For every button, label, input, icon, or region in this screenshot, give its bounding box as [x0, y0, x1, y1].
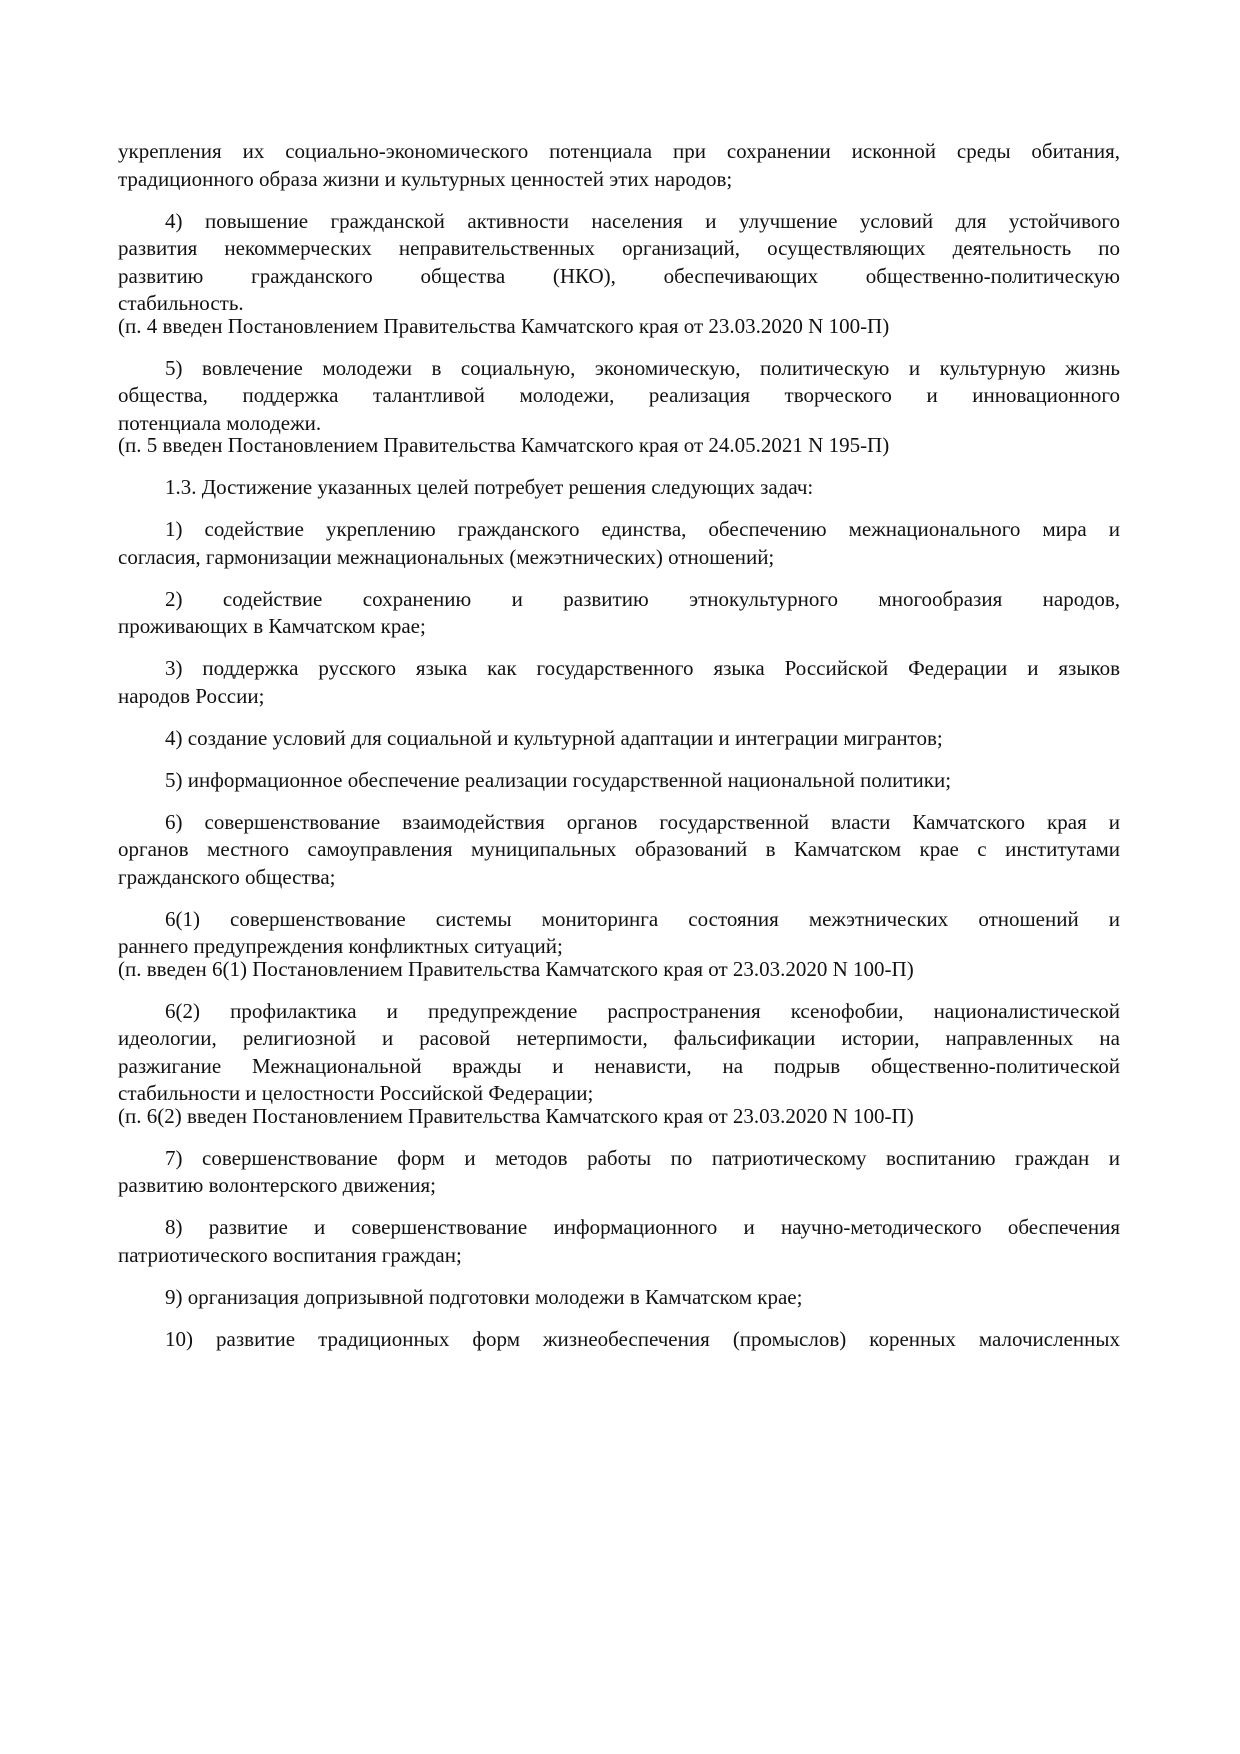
- amendment-note: (п. 4 введен Постановлением Правительства Камчатского края от 23.03.2020 N 100-П): [118, 313, 890, 338]
- text-line: 1) содействие укреплению гражданского единства, обеспечению межнационального мира и: [165, 517, 1120, 541]
- text-line: народов России;: [118, 683, 265, 708]
- text-line: разжигание Межнациональной вражды и ненависти, на подрыв общественно-политической: [118, 1053, 1120, 1078]
- paragraph: [118, 1145, 1120, 1200]
- text-line: органов местного самоуправления муниципальных образований в Камчатском крае с институтами: [118, 837, 1120, 861]
- text-line: 3) поддержка русского языка как государственного языка Российской Федерации и языков: [165, 656, 1120, 680]
- text-line: традиционного образа жизни и культурных ценностей этих народов;: [118, 166, 733, 191]
- text-line: 6(1) совершенствование системы мониторинга состояния межэтнических отношений и: [165, 906, 1120, 931]
- text-line: 6(2) профилактика и предупреждение распространения ксенофобии, националистической: [165, 998, 1120, 1023]
- paragraph: [118, 586, 1120, 641]
- text-line: стабильность.: [118, 291, 244, 315]
- text-line: развитию волонтерского движения;: [118, 1173, 436, 1197]
- text-line: 5) вовлечение молодежи в социальную, экономическую, политическую и культурную жизнь: [165, 355, 1120, 380]
- paragraph: [118, 355, 1120, 438]
- text-line: раннего предупреждения конфликтных ситуаций;: [118, 934, 563, 958]
- paragraph: [118, 138, 1120, 193]
- amendment-note: (п. 6(2) введен Постановлением Правительства Камчатского края от 23.03.2020 N 100-П): [118, 1103, 914, 1128]
- text-line: потенциала молодежи.: [118, 410, 322, 435]
- text-line: общества, поддержка талантливой молодежи, реализация творческого и инновационного: [118, 383, 1120, 407]
- text-line: 9) организация допризывной подготовки молодежи в Камчатском крае;: [165, 1284, 803, 1309]
- text-line: 4) создание условий для социальной и культурной адаптации и интеграции мигрантов;: [165, 725, 943, 750]
- text-line: укрепления их социально-экономического потенциала при сохранении исконной среды обитания,: [118, 139, 1120, 163]
- text-line: 1.3. Достижение указанных целей потребует решения следующих задач:: [165, 475, 814, 499]
- paragraph: [118, 1326, 1120, 1354]
- text-line: стабильности и целостности Российской Федерации;: [118, 1081, 594, 1105]
- paragraph: [118, 208, 1120, 318]
- text-line: патриотического воспитания граждан;: [118, 1242, 462, 1267]
- text-line: 6) совершенствование взаимодействия органов государственной власти Камчатского края и: [165, 809, 1120, 834]
- paragraph: [118, 998, 1120, 1108]
- text-line: 4) повышение гражданской активности населения и улучшение условий для устойчивого: [165, 208, 1120, 233]
- paragraph: [118, 809, 1120, 892]
- text-line: идеологии, религиозной и расовой нетерпимости, фальсификации истории, направленных на: [118, 1026, 1120, 1050]
- amendment-note: (п. 5 введен Постановлением Правительства Камчатского края от 24.05.2021 N 195-П): [118, 433, 890, 457]
- amendment-note: (п. введен 6(1) Постановлением Правительства Камчатского края от 23.03.2020 N 100-П): [118, 956, 914, 981]
- text-line: развитию гражданского общества (НКО), обеспечивающих общественно-политическую: [118, 263, 1120, 288]
- paragraph: [118, 1284, 1120, 1312]
- text-line: 8) развитие и совершенствование информационного и научно-методического обеспечения: [165, 1215, 1120, 1239]
- paragraph: [118, 1214, 1120, 1269]
- paragraph: [118, 655, 1120, 710]
- text-line: согласия, гармонизации межнациональных (межэтнических) отношений;: [118, 544, 775, 569]
- document-page: [118, 138, 1120, 1353]
- paragraph: [118, 767, 1120, 795]
- text-line: проживающих в Камчатском крае;: [118, 614, 426, 638]
- text-line: 7) совершенствование форм и методов работы по патриотическому воспитанию граждан и: [165, 1145, 1120, 1170]
- text-line: гражданского общества;: [118, 864, 336, 889]
- paragraph: [118, 906, 1120, 961]
- paragraph: [118, 516, 1120, 571]
- text-line: 5) информационное обеспечение реализации государственной национальной политики;: [165, 767, 952, 792]
- text-line: 2) содействие сохранению и развитию этнокультурного многообразия народов,: [165, 586, 1120, 611]
- paragraph: [118, 725, 1120, 753]
- text-line: развития некоммерческих неправительственных организаций, осуществляющих деятельность по: [118, 236, 1120, 260]
- text-line: 10) развитие традиционных форм жизнеобеспечения (промыслов) коренных малочисленных: [165, 1326, 1120, 1351]
- paragraph: [118, 474, 1120, 502]
